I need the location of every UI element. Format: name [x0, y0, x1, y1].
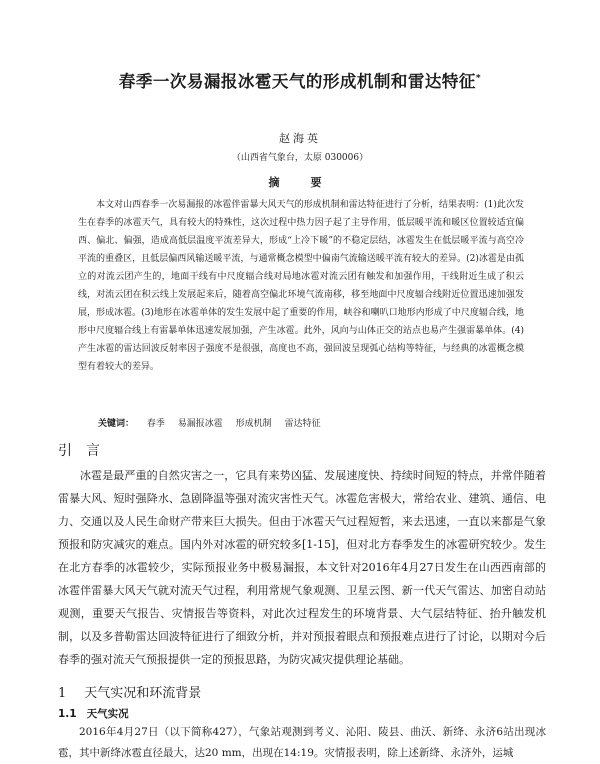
keyword: 春季 — [146, 419, 165, 429]
section-1-1-number: 1.1 — [58, 708, 77, 720]
section-1-1-paragraph: 2016年4月27日（以下简称427），气象站观测到考义、沁阳、陵县、曲沃、新绛、永济6站出现冰雹，其中新绛冰雹直径最大，达20 mm，出现在14:19。灾情报表明，除上述新绛、永济外，运城 — [58, 726, 546, 759]
paper-title — [0, 68, 600, 92]
keyword: 易漏报冰雹 — [177, 419, 223, 429]
keyword: 雷达特征 — [284, 419, 321, 429]
section-1-1-heading — [58, 706, 129, 721]
keywords-line — [98, 416, 524, 429]
title-footnote-mark: * — [475, 73, 482, 84]
author-name: 赵海英 — [279, 132, 321, 145]
section-1-number: 1 — [58, 686, 67, 701]
section-1-title: 天气实况和环流背景 — [84, 686, 202, 701]
title-text: 春季一次易漏报冰雹天气的形成机制和雷达特征 — [118, 72, 476, 91]
author-affiliation: （山西省气象台，太原 030006） — [231, 153, 369, 163]
keyword: 形成机制 — [235, 419, 272, 429]
section-1-1-title: 天气实况 — [86, 708, 129, 720]
section-1-heading — [58, 682, 201, 701]
abstract-heading: 摘 要 — [268, 176, 332, 189]
abstract-body: 本文对山西春季一次易漏报的冰雹伴雷暴大风天气的形成机制和雷达特征进行了分析，结果表明：(1)此次发生在春季的冰雹天气，具有较大的特殊性，这次过程中热力因子起了主导作用，低层暖平流和暖区位置较适宜偏西、偏北、偏强，造成高低层温度平流差异大，形成“上冷下暖”的不稳定层结，冰雹发生在低层暖平流与高空冷平流的重叠区，且低层偏西风输送暖平流，与通常概念模型中偏南气流输送暖平流有较大的差异。(2)冰雹是由孤立的对流云团产生的，地面干线有中尺度辐合线对局地冰雹对流云团有触发和加强作用，干线附近生成了积云线，对流云团在积云线上发展起来后，随着高空偏北环境气流南移，移至地面中尺度辐合线附近位置迅速加强发展，形成冰雹。(3)地形在冰雹单体的发生发展中起了重要的作用，峡谷和喇叭口地形内形成了中尺度辐合线，地形中尺度辐合线上有雷暴单体迅速发展加强，产生冰雹。此外，风向与山体正交的站点也易产生强雷暴单体。(4)产生冰雹的雷达回波反射率因子强度不是很强，高度也不高，强回波呈现弧心结构等特征，与经典的冰雹概念模型有着较大的差异。 — [78, 200, 524, 372]
keywords-label: 关键词： — [98, 419, 135, 429]
intro-heading: 引 言 — [58, 443, 100, 459]
intro-paragraph: 冰雹是最严重的自然灾害之一，它具有来势凶猛、发展速度快、持续时间短的特点，并常伴随着雷暴大风、短时强降水、急剧降温等强对流灾害性天气。冰雹危害极大，常给农业、建筑、通信、电力、交通以及人民生命财产带来巨大损失。但由于冰雹天气过程短暂，来去迅速，一直以来都是气象预报和防灾减灾的难点。国内外对冰雹的研究较多[1-15]，但对北方春季发生的冰雹研究较少。发生在北方春季的冰雹较少，实际预报业务中极易漏报，本文针对2016年4月27日发生在山西西南部的冰雹伴雷暴大风天气就对流天气过程，利用常规气象观测、卫星云图、新一代天气雷达、加密自动站观测，重要天气报告、灾情报告等资料，对此次过程发生的环境背景、大气层结特征、抬升触发机制，以及多普勒雷达回波特征进行了细致分析，并对预报着眼点和预报难点进行了讨论，以期对今后春季的强对流天气预报提供一定的预报思路，为防灾减灾提供理论基础。 — [58, 469, 546, 666]
